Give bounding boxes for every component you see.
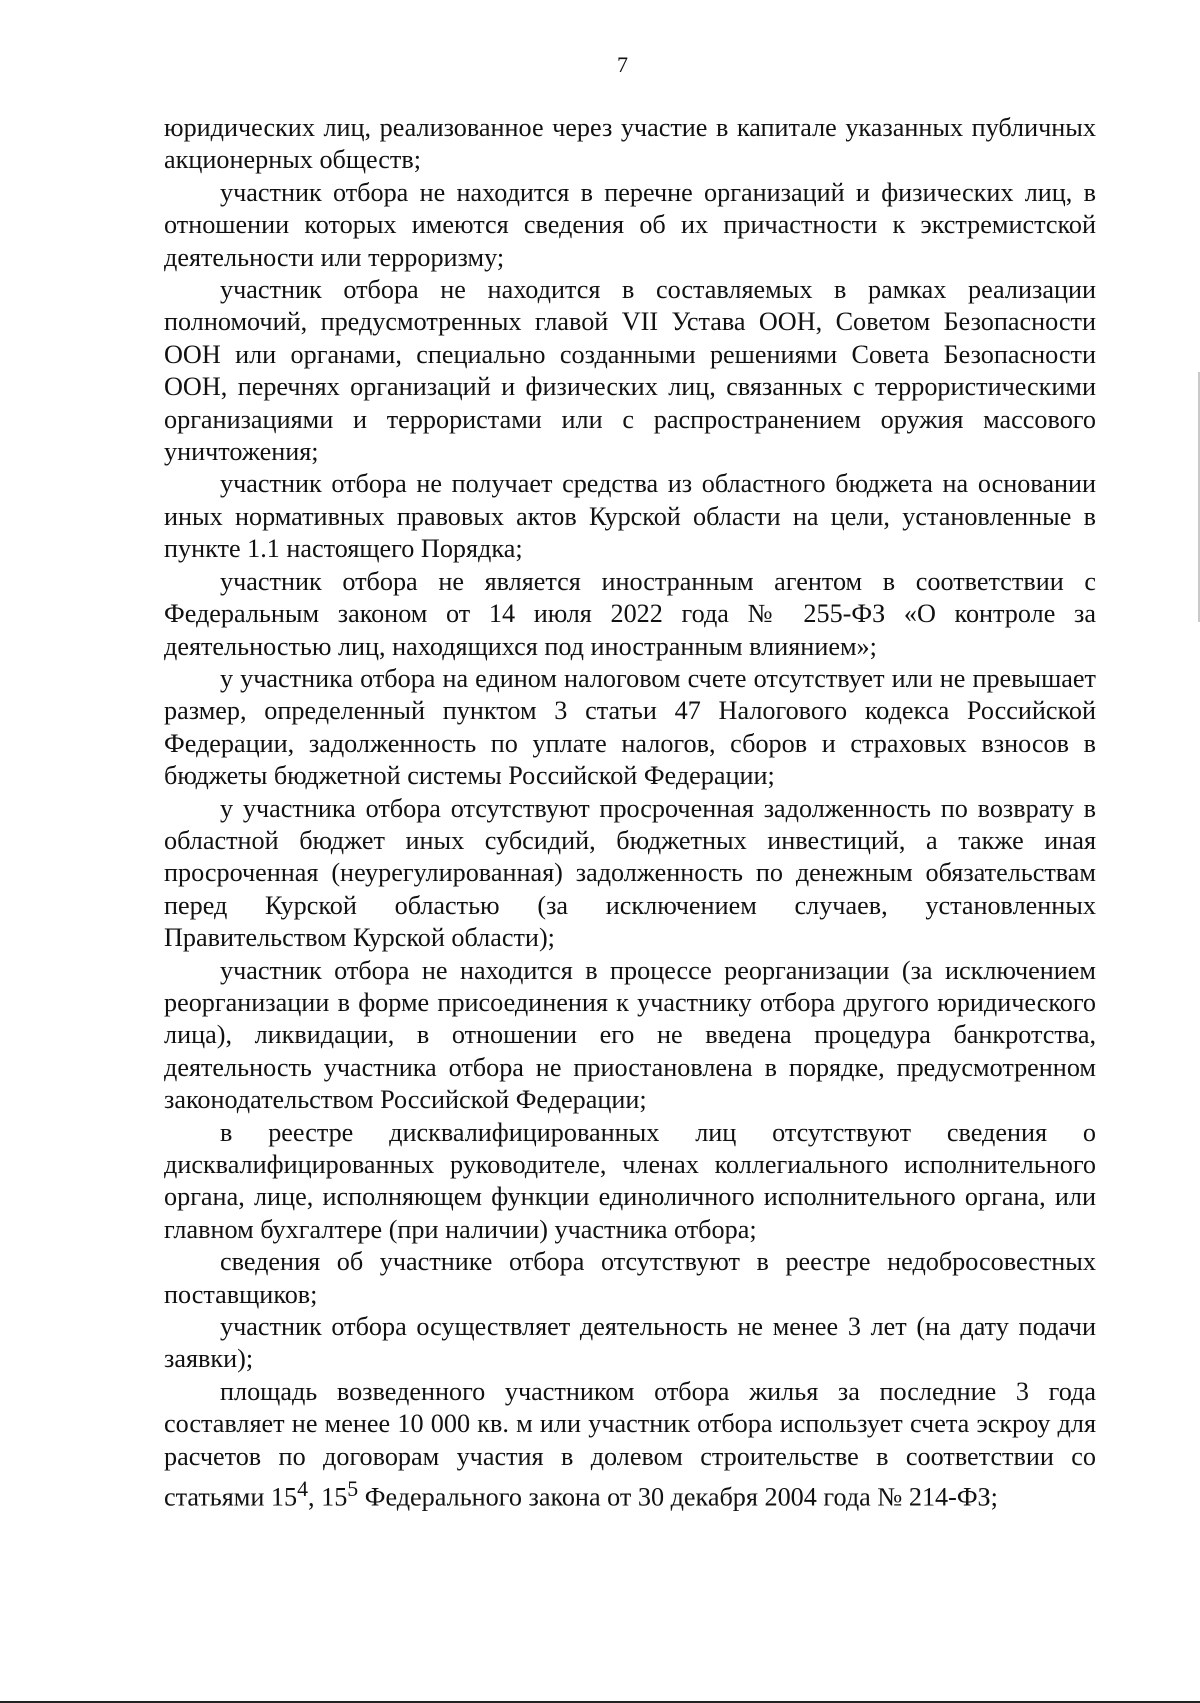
superscript-4: 4 xyxy=(297,1477,309,1502)
paragraph-8: участник отбора не находится в процессе реорганизации (за исключением реорганизации в форме присоединения к участнику отбора другого юридического лица), ликвидации, в отношении его не введена процедура банкротства, деятельность участника отбора не приостановлена в порядке, предусмотренном законодательством Российской Федерации; xyxy=(164,955,1096,1115)
paragraph-9: в реестре дисквалифицированных лиц отсутствуют сведения о дисквалифицированных руководителе, членах коллегиального исполнительного органа, лице, исполняющем функции единоличного исполнительного органа, или главном бухгалтере (при наличии) участника отбора; xyxy=(164,1117,1096,1244)
paragraph-5: участник отбора не является иностранным агентом в соответствии с Федеральным законом от 14 июля 2022 года № 255-ФЗ «О контроле за деятельностью лиц, находящихся под иностранным влиянием»; xyxy=(164,566,1096,661)
paragraph-4: участник отбора не получает средства из областного бюджета на основании иных нормативных правовых актов Курской области на цели, установленные в пункте 1.1 настоящего Порядка; xyxy=(164,469,1096,564)
paragraph-2: участник отбора не находится в перечне организаций и физических лиц, в отношении которых имеются сведения об их причастности к экстремистской деятельности или терроризму; xyxy=(164,177,1096,272)
paragraph-6: у участника отбора на едином налоговом счете отсутствует или не превышает размер, определенный пунктом 3 статьи 47 Налогового кодекса Российской Федерации, задолженность по уплате налогов, сборов и страховых взносов в бюджеты бюджетной системы Российской Федерации; xyxy=(164,663,1096,791)
paragraph-7: у участника отбора отсутствуют просроченная задолженность по возврату в областной бюджет иных субсидий, бюджетных инвестиций, а также иная просроченная (неурегулированная) задолженность по денежным обязательствам перед Курской областью (за исключением случаев, установленных Правительством Курской области); xyxy=(164,793,1096,953)
superscript-5: 5 xyxy=(347,1477,359,1502)
paragraph-1: юридических лиц, реализованное через участие в капитале указанных публичных акционерных обществ; xyxy=(164,113,1096,175)
paragraph-12-text-b: , 15 xyxy=(308,1482,348,1512)
document-body xyxy=(164,112,1096,1514)
paragraph-12 xyxy=(164,1376,1096,1514)
paragraph-12-text-a: площадь возведенного участником отбора жилья за последние 3 года составляет не менее 10 000 кв. м или участник отбора использует счета эскроу для расчетов по договорам участия в долевом строительстве в соответствии со статьями 15 xyxy=(164,1376,1096,1512)
page-number: 7 xyxy=(617,52,628,77)
paragraph-12-text-c: Федерального закона от 30 декабря 2004 года № 214-ФЗ; xyxy=(358,1482,998,1512)
paragraph-11: участник отбора осуществляет деятельность не менее 3 лет (на дату подачи заявки); xyxy=(164,1312,1096,1374)
paragraph-3: участник отбора не находится в составляемых в рамках реализации полномочий, предусмотренных главой VII Устава ООН, Советом Безопасности ООН или органами, специально созданными решениями Совета Безопасности ООН, перечнях организаций и физических лиц, связанных с террористическими организациями и террористами или с распространением оружия массового уничтожения; xyxy=(164,275,1096,467)
paragraph-10: сведения об участнике отбора отсутствуют в реестре недобросовестных поставщиков; xyxy=(164,1247,1096,1309)
